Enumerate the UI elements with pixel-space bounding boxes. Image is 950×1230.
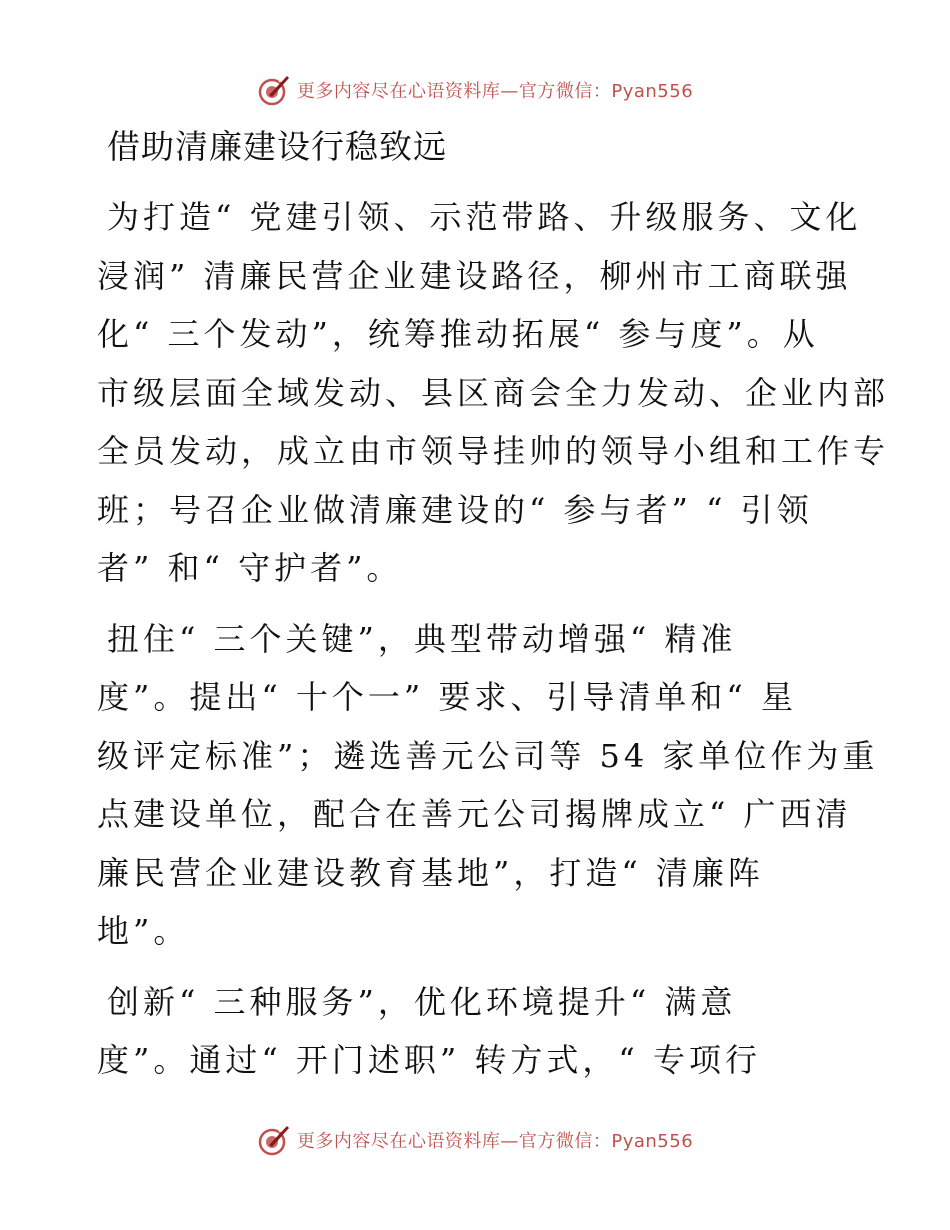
paragraph [97, 610, 879, 961]
paragraph-line: 级评定标准”；遴选善元公司等 54 家单位作为重 [97, 736, 879, 775]
quill-logo-icon [257, 1123, 291, 1157]
paragraph [97, 973, 857, 1090]
quill-logo-icon [257, 73, 291, 107]
paragraph-line: 者” 和“ 守护者”。 [97, 549, 403, 587]
paragraph-line: 班；号召企业做清廉建设的“ 参与者” “ 引领 [97, 490, 813, 529]
paragraph-line: 化“ 三个发动”，统筹推动拓展“ 参与度”。从 [97, 315, 819, 353]
paragraph-line: 地”。 [97, 912, 190, 950]
footer-banner [0, 1120, 950, 1160]
paragraph-line: 创新“ 三种服务”，优化环境提升“ 满意 [107, 982, 737, 1021]
document-body [97, 118, 890, 1090]
paragraph-line: 全员发动，成立由市领导挂帅的领导小组和工作专 [97, 432, 890, 470]
header-banner-text: 更多内容尽在心语资料库—官方微信：Pyan556 [296, 81, 694, 102]
paragraph-line: 为打造“ 党建引领、示范带路、升级服务、文化 [107, 198, 862, 236]
header-banner [0, 70, 950, 110]
paragraph-line: 市级层面全域发动、县区商会全力发动、企业内部 [97, 373, 890, 412]
document-title: 借助清廉建设行稳致远 [107, 127, 447, 166]
paragraph-line: 度”。提出“ 十个一” 要求、引导清单和“ 星 [97, 678, 797, 716]
paragraph-line: 点建设单位，配合在善元公司揭牌成立“ 广西清 [97, 795, 852, 833]
paragraph-line: 浸润” 清廉民营企业建设路径，柳州市工商联强 [97, 256, 852, 295]
paragraph [97, 188, 890, 598]
paragraph-line: 度”。通过“ 开门述职” 转方式，“ 专项行 [97, 1041, 761, 1079]
footer-banner-text: 更多内容尽在心语资料库—官方微信：Pyan556 [296, 1131, 694, 1152]
paragraph-line: 扭住“ 三个关键”，典型带动增强“ 精准 [107, 619, 737, 658]
paragraph-line: 廉民营企业建设教育基地”，打造“ 清廉阵 [97, 853, 764, 892]
